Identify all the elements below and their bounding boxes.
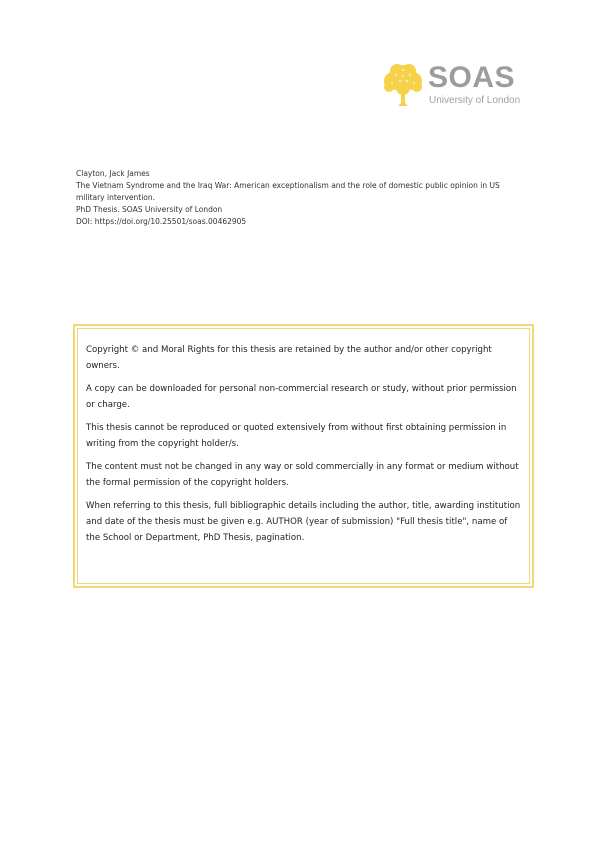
- notice-text: [86, 342, 522, 553]
- notice-paragraph: The content must not be changed in any way or sold commercially in any format or medium without the formal permission of the copyright holders.: [86, 462, 519, 488]
- logo-wordmark: SOAS: [428, 61, 516, 94]
- notice-paragraph: When referring to this thesis, full bibliographic details including the author, title, awarding institution and date of the thesis must be given e.g. AUTHOR (year of submission) "Full thesis title", name of the School or Department, PhD Thesis, pagination.: [86, 501, 521, 543]
- soas-logo: [381, 62, 531, 112]
- copyright-notice-box: [73, 324, 534, 588]
- doi-link[interactable]: DOI: https://doi.org/10.25501/soas.00462905: [76, 217, 247, 226]
- author-name: Clayton, Jack James: [76, 169, 150, 178]
- notice-paragraph: Copyright © and Moral Rights for this thesis are retained by the author and/or other copyright owners.: [86, 345, 492, 371]
- thesis-type: PhD Thesis. SOAS University of London: [76, 205, 223, 214]
- notice-paragraph: A copy can be downloaded for personal non-commercial research or study, without prior permission or charge.: [86, 384, 517, 410]
- notice-paragraph: This thesis cannot be reproduced or quoted extensively from without first obtaining permission in writing from the copyright holder/s.: [86, 423, 507, 449]
- thesis-title: The Vietnam Syndrome and the Iraq War: American exceptionalism and the role of domestic public opinion in US military intervention.: [76, 181, 500, 202]
- logo-subtitle: University of London: [429, 95, 521, 106]
- tree-icon: [381, 62, 425, 108]
- bibliographic-record: [76, 168, 526, 228]
